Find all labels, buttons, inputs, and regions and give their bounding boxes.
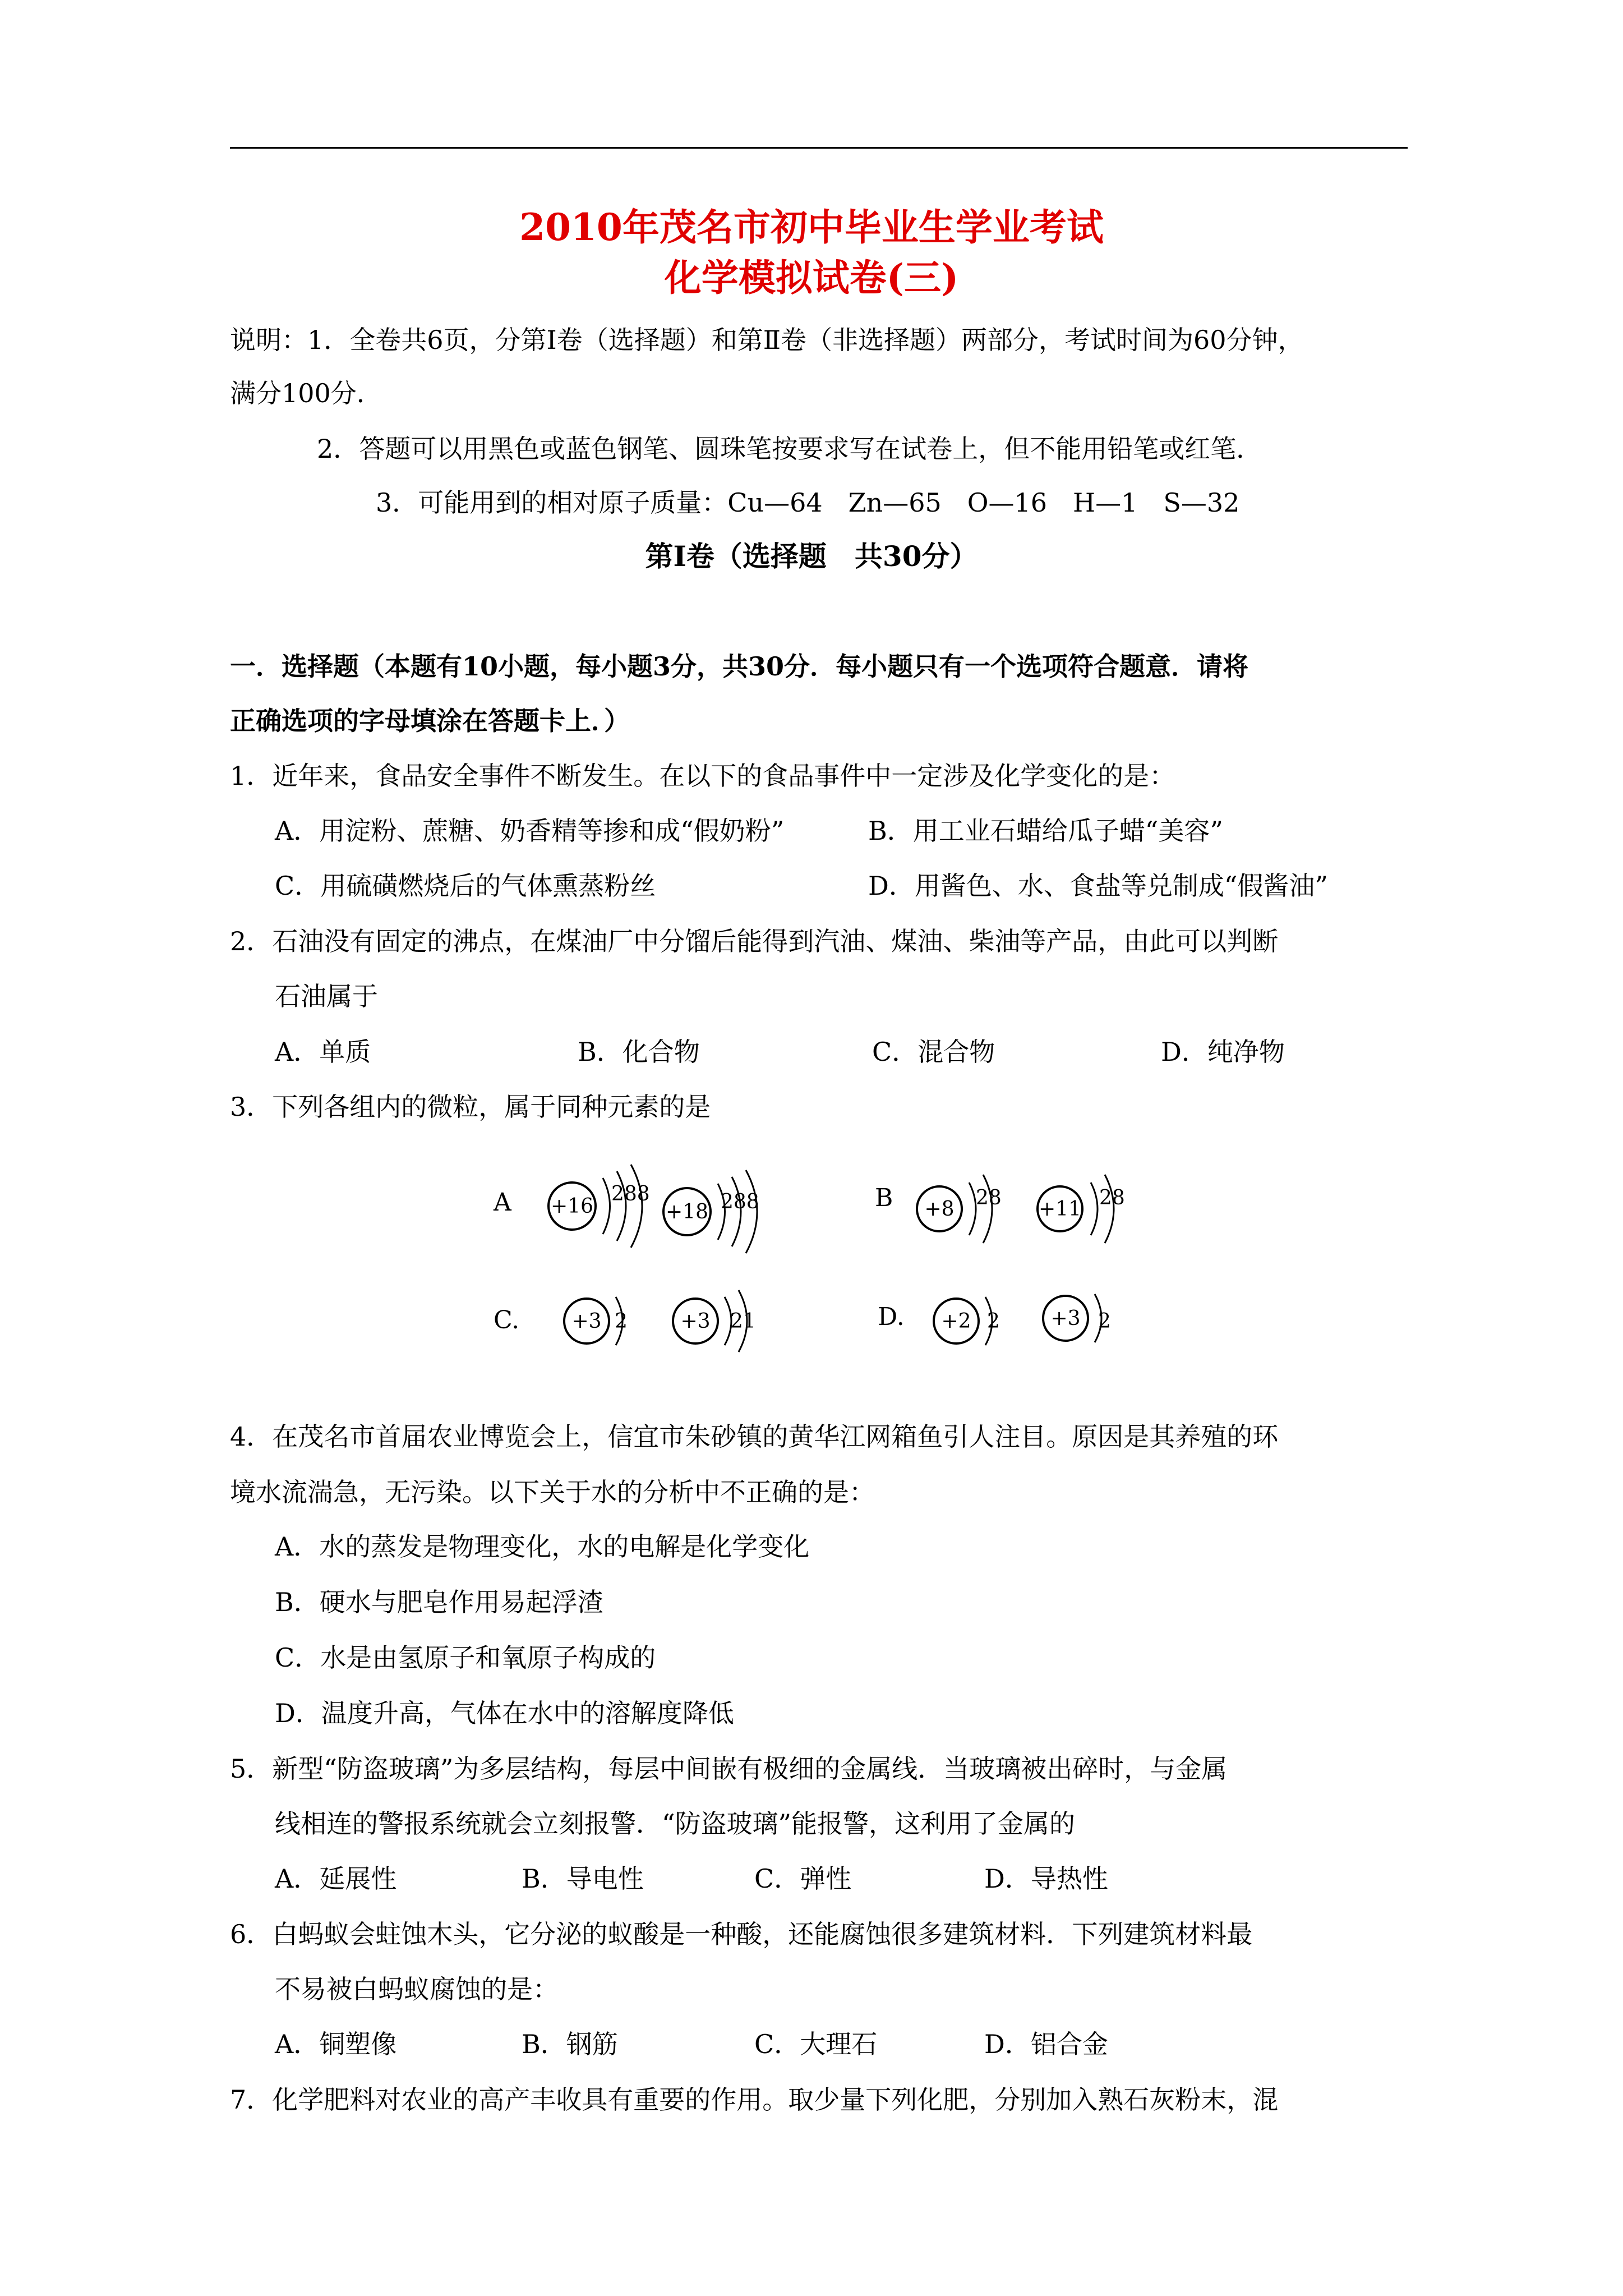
- q1-option-c: C．用硫磺燃烧后的气体熏蒸粉丝: [275, 871, 656, 901]
- q4-stem-line-2: 境水流湍急，无污染。以下关于水的分析中不正确的是：: [230, 1477, 875, 1507]
- q7-stem-line-1: 7．化学肥料对农业的高产丰收具有重要的作用。取少量下列化肥，分别加入熟石灰粉末，混: [230, 2085, 1279, 2115]
- q3-a-p1-shells: 288: [611, 1182, 650, 1205]
- q1-stem: 1．近年来，食品安全事件不断发生。在以下的食品事件中一定涉及化学变化的是：: [230, 761, 1175, 791]
- q4-option-b: B．硬水与肥皂作用易起浮渣: [275, 1587, 603, 1617]
- q3-d-label: D.: [878, 1303, 905, 1331]
- q3-a-p1-nucleus: +16: [551, 1195, 593, 1218]
- q4-option-c: C．水是由氢原子和氧原子构成的: [275, 1642, 656, 1673]
- q3-c-p1-shells: 2: [615, 1310, 628, 1333]
- q5-option-c: C．弹性: [754, 1864, 852, 1894]
- q3-d-p2-shells: 2: [1098, 1310, 1111, 1333]
- q3-c-particle-2: [673, 1290, 756, 1352]
- q1-option-a: A．用淀粉、蔗糖、奶香精等掺和成“假奶粉”: [275, 816, 785, 846]
- q3-d-p2-nucleus: +3: [1050, 1307, 1081, 1330]
- q3-b-p1-nucleus: +8: [924, 1198, 955, 1221]
- q3-d-particle-1: [934, 1297, 1000, 1345]
- part-1-instructions-line-2: 正确选项的字母填涂在答题卡上．）: [230, 706, 630, 736]
- q3-c-particle-1: [564, 1297, 628, 1345]
- q3-c-p2-nucleus: +3: [680, 1310, 711, 1333]
- header-rule: [230, 147, 1408, 149]
- q5-option-b: B．导电性: [522, 1864, 644, 1894]
- q6-stem-line-1: 6．白蚂蚁会蛀蚀木头，它分泌的蚁酸是一种酸，还能腐蚀很多建筑材料．下列建筑材料最: [230, 1919, 1253, 1949]
- q3-b-particle-2: [1038, 1175, 1125, 1243]
- q6-option-b: B．钢筋: [522, 2029, 618, 2059]
- q2-option-c: C．混合物: [872, 1037, 995, 1067]
- q6-option-d: D．铝合金: [984, 2029, 1108, 2059]
- q4-stem-line-1: 4．在茂名市首届农业博览会上，信宜市朱砂镇的黄华江网箱鱼引人注目。原因是其养殖的环: [230, 1421, 1279, 1452]
- q3-a-particle-2: [663, 1170, 759, 1253]
- q1-option-b: B．用工业石蜡给瓜子蜡“美容”: [868, 816, 1223, 846]
- q2-stem-line-2: 石油属于: [275, 981, 378, 1011]
- q3-c-p2-shells: 21: [730, 1310, 756, 1333]
- q3-c-p1-nucleus: +3: [571, 1310, 602, 1333]
- q1-option-d: D．用酱色、水、食盐等兑制成“假酱油”: [868, 871, 1328, 901]
- q3-b-p2-shells: 28: [1099, 1186, 1125, 1209]
- q5-option-d: D．导热性: [984, 1864, 1108, 1894]
- section-title: 第Ⅰ卷（选择题 共30分）: [645, 540, 978, 573]
- q3-d-p1-shells: 2: [987, 1310, 1000, 1333]
- q4-option-a: A．水的蒸发是物理变化，水的电解是化学变化: [275, 1531, 810, 1562]
- q3-b-p1-shells: 28: [976, 1186, 1002, 1209]
- note-1-line-1: 说明：1．全卷共6页，分第Ⅰ卷（选择题）和第Ⅱ卷（非选择题）两部分，考试时间为60分钟，: [230, 325, 1304, 355]
- q2-option-d: D．纯净物: [1161, 1037, 1285, 1067]
- q3-c-label: C.: [494, 1306, 520, 1335]
- q6-stem-line-2: 不易被白蚂蚁腐蚀的是：: [275, 1974, 559, 2004]
- q3-a-label: A: [494, 1188, 511, 1217]
- q3-d-particle-2: [1043, 1294, 1111, 1342]
- exam-title: 2010年茂名市初中毕业生学业考试: [519, 205, 1104, 249]
- q3-b-label: B: [875, 1184, 893, 1212]
- atom-structure-diagrams: [482, 1150, 1211, 1386]
- q3-b-particle-1: [917, 1175, 1002, 1243]
- part-1-instructions-line-1: 一．选择题（本题有10小题，每小题3分，共30分．每小题只有一个选项符合题意．请将: [230, 651, 1249, 682]
- note-2: 2．答题可以用黑色或蓝色钢笔、圆珠笔按要求写在试卷上，但不能用铅笔或红笔．: [317, 434, 1262, 464]
- q5-stem-line-1: 5．新型“防盗玻璃”为多层结构，每层中间嵌有极细的金属线．当玻璃被出碎时，与金属: [230, 1754, 1228, 1784]
- q3-b-p2-nucleus: +11: [1039, 1198, 1081, 1221]
- exam-subtitle: 化学模拟试卷(三): [664, 256, 959, 300]
- q6-option-c: C．大理石: [754, 2029, 878, 2059]
- q3-a-p2-shells: 288: [721, 1190, 759, 1213]
- q6-option-a: A．铜塑像: [275, 2029, 397, 2059]
- q2-option-a: A．单质: [275, 1037, 371, 1067]
- q5-option-a: A．延展性: [275, 1864, 397, 1894]
- q5-stem-line-2: 线相连的警报系统就会立刻报警．“防盗玻璃”能报警，这利用了金属的: [275, 1809, 1076, 1839]
- q2-option-b: B．化合物: [578, 1037, 700, 1067]
- q3-a-p2-nucleus: +18: [666, 1200, 708, 1223]
- q2-stem-line-1: 2．石油没有固定的沸点，在煤油厂中分馏后能得到汽油、煤油、柴油等产品，由此可以判断: [230, 926, 1279, 956]
- note-3: 3．可能用到的相对原子质量：Cu—64 Zn—65 O—16 H—1 S—32: [376, 487, 1240, 518]
- q3-d-p1-nucleus: +2: [941, 1310, 971, 1333]
- q3-a-particle-1: [548, 1165, 650, 1248]
- q3-diagrams: [482, 1150, 1211, 1389]
- q4-option-d: D．温度升高，气体在水中的溶解度降低: [275, 1698, 734, 1728]
- q3-stem: 3．下列各组内的微粒，属于同种元素的是: [230, 1092, 711, 1122]
- note-1-line-2: 满分100分．: [230, 378, 382, 408]
